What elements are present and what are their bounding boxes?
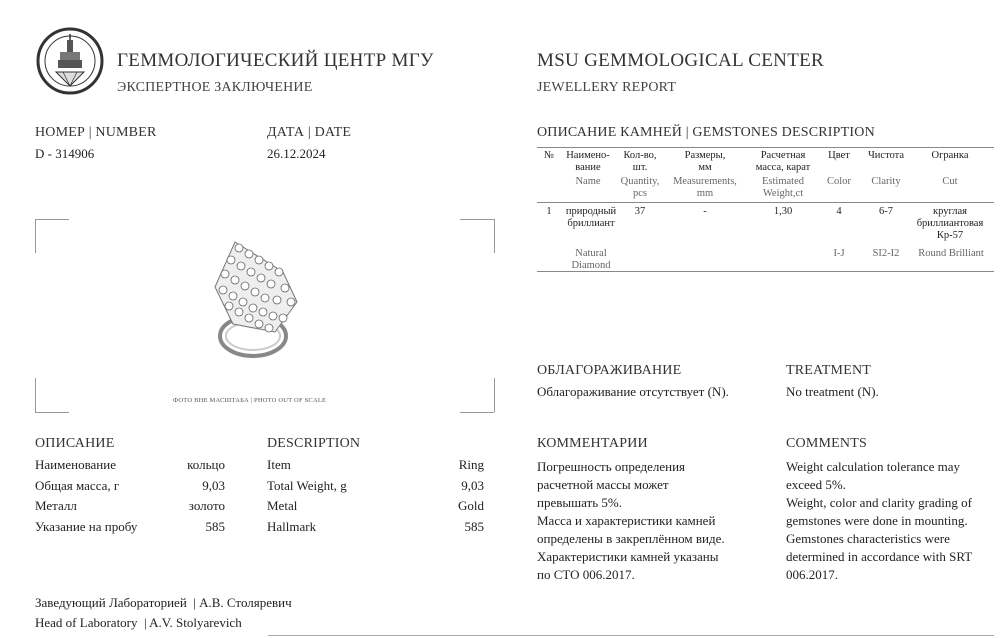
col-color: Цвет [828,150,850,161]
cell-clarity-en: SI2-I2 [872,248,900,259]
comments-heading-en: COMMENTS [786,436,867,451]
comment-line: расчетной массы может [537,477,669,492]
cell-color: 4 [836,206,842,217]
number-value: D - 314906 [35,146,95,161]
desc-value-en: 9,03 [461,478,484,493]
comment-line: 006.2017. [786,567,838,582]
description-heading-en: DESCRIPTION [267,436,361,451]
desc-value-ru: золото [188,498,225,513]
subtitle-ru: ЭКСПЕРТНОЕ ЗАКЛЮЧЕНИЕ [117,80,313,95]
desc-value-en: Ring [458,457,484,472]
cell-no: 1 [546,206,552,217]
desc-label-ru: Указание на пробу [35,519,138,534]
col-no: № [543,150,555,161]
comment-line: determined in accordance with SRT [786,549,973,564]
col-quantity: Кол-во, шт. [623,150,657,173]
gemstones-heading: ОПИСАНИЕ КАМНЕЙ | GEMSTONES DESCRIPTION [537,125,875,140]
col-cut-en: Cut [942,176,958,187]
comment-line: Weight, color and clarity grading of [786,495,972,510]
cell-weight: 1,30 [773,206,793,217]
col-clarity-en: Clarity [871,176,901,187]
desc-label-en: Item [267,457,291,472]
col-clarity: Чистота [867,150,905,161]
cell-name: природный бриллиант [565,206,617,229]
comment-line: Weight calculation tolerance may [786,459,961,474]
comment-line: Характеристики камней указаны [537,549,719,564]
date-value: 26.12.2024 [267,146,326,161]
cell-color-en: I-J [833,248,845,259]
date-label: ДАТА | DATE [267,125,352,140]
col-color-en: Color [827,176,851,187]
cell-quantity: 37 [634,206,646,217]
description-heading-ru: ОПИСАНИЕ [35,436,115,451]
desc-value-ru: 9,03 [202,478,225,493]
treatment-text-en: No treatment (N). [786,384,879,399]
treatment-heading-en: TREATMENT [786,363,872,378]
col-measurements-en: Measurements, mm [673,176,737,199]
desc-value-en: 585 [464,519,484,534]
ring-photo [205,232,305,362]
desc-label-en: Metal [267,498,298,513]
cell-measurements: - [703,206,707,217]
col-weight-en: Estimated Weight,ct [762,176,804,199]
comment-line: Масса и характеристики камней [537,513,716,528]
comment-line: exceed 5%. [786,477,846,492]
desc-label-ru: Металл [35,498,77,513]
title-ru: ГЕММОЛОГИЧЕСКИЙ ЦЕНТР МГУ [117,50,434,71]
col-cut: Огранка [931,150,969,161]
col-measurements: Размеры, мм [684,150,726,173]
desc-value-en: Gold [458,498,484,513]
subtitle-en: JEWELLERY REPORT [537,80,677,95]
comments-ru [537,458,725,584]
cell-cut-en: Round Brilliant [918,248,984,259]
cell-name-en: Natural Diamond [571,248,611,271]
col-name: Наимено- вание [566,150,610,173]
comment-line: gemstones were done in mounting. [786,513,968,528]
desc-value-ru: кольцо [187,457,225,472]
treatment-heading-ru: ОБЛАГОРАЖИВАНИЕ [537,363,682,378]
comment-line: Погрешность определения [537,459,686,474]
title-en: MSU GEMMOLOGICAL CENTER [537,50,824,71]
comment-line: Gemstones characteristics were [786,531,950,546]
col-weight: Расчетная масса, карат [755,150,811,173]
cell-cut: круглая бриллиантовая Кр-57 [916,206,984,241]
comment-line: определены в закреплённом виде. [537,531,725,546]
desc-label-ru: Наименование [35,457,116,472]
msu-logo [36,22,104,100]
treatment-text-ru: Облагораживание отсутствует (N). [537,384,729,399]
col-name-en: Name [575,176,601,187]
desc-label-en: Hallmark [267,519,317,534]
comment-line: превышать 5%. [537,495,622,510]
signature-en: Head of Laboratory | A.V. Stolyarevich [35,615,242,630]
desc-label-ru: Общая масса, г [35,478,120,493]
desc-label-en: Total Weight, g [267,478,347,493]
photo-caption: ФОТО ВНЕ МАСШТАБА | PHOTO OUT OF SCALE [173,397,327,404]
comment-line: по СТО 006.2017. [537,567,635,582]
signature-ru: Заведующий Лабораторией | А.В. Столяревич [35,595,292,610]
col-quantity-en: Quantity, pcs [620,176,660,199]
comments-heading-ru: КОММЕНТАРИИ [537,436,648,451]
desc-value-ru: 585 [205,519,225,534]
footer-line [268,635,994,636]
cell-clarity: 6-7 [879,206,893,217]
number-label: НОМЕР | NUMBER [35,125,157,140]
comments-en [786,458,972,584]
